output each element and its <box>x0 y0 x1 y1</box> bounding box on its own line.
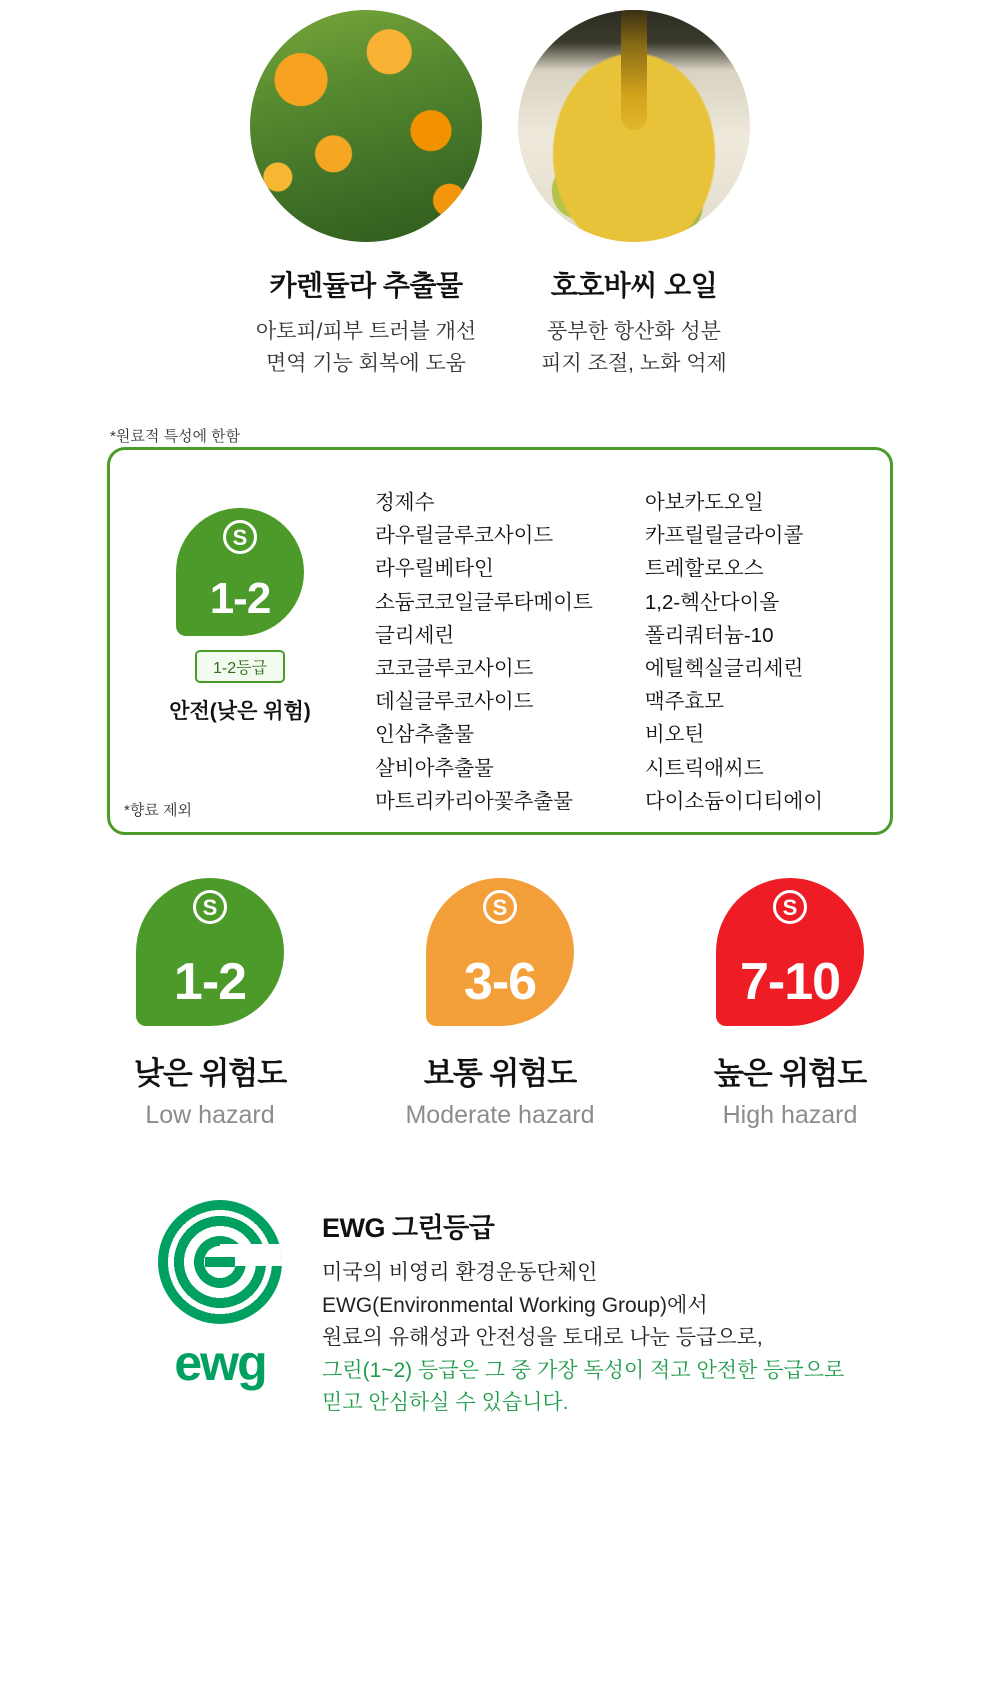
list-item: 비오틴 <box>644 723 705 747</box>
list-item: 시트릭애씨드 <box>644 756 764 780</box>
list-item: 코코글루코사이드 <box>375 657 534 681</box>
ingredient-desc-line-2: 피지 조절, 노화 억제 <box>541 351 727 375</box>
hazard-label-ko: 보통 위험도 <box>423 1056 577 1091</box>
ingredient-column-1 <box>375 486 593 818</box>
list-item: 트레할로오스 <box>644 557 764 581</box>
note-fragrance-excluded: *향료 제외 <box>124 802 192 819</box>
ewg-badge-3-6 <box>426 878 574 1026</box>
skin-deep-icon: S <box>483 890 517 924</box>
ingredient-card-calendula <box>250 10 482 379</box>
ewg-info-text <box>322 1200 844 1420</box>
list-item: 1,2-헥산다이올 <box>644 590 780 614</box>
hazard-level-row <box>0 878 1000 1130</box>
ewg-badge-1-2 <box>176 508 304 636</box>
hazard-label-en: Low hazard <box>145 1101 275 1129</box>
list-item: 데실글루코사이드 <box>375 690 534 714</box>
calendula-photo <box>250 10 482 242</box>
ewg-badge-7-10 <box>716 878 864 1026</box>
ingredient-desc-line-1: 아토피/피부 트러블 개선 <box>255 320 477 343</box>
ingredient-title: 호호바씨 오일 <box>550 270 718 301</box>
ingredient-desc-line-1: 풍부한 항산화 성분 <box>547 320 721 343</box>
calendula-flowers-image <box>250 10 482 242</box>
grade-label: 안전(낮은 위험) <box>169 700 311 723</box>
hazard-label-ko: 낮은 위험도 <box>133 1056 287 1091</box>
list-item: 글리세린 <box>375 623 455 647</box>
jojoba-oil-image <box>518 10 750 242</box>
list-item: 맥주효모 <box>644 690 725 714</box>
list-item: 소듐코코일글루타메이트 <box>375 590 593 614</box>
ingredient-column-2 <box>645 486 823 818</box>
grade-chip: 1-2등급 <box>195 650 285 683</box>
hazard-label-en: High hazard <box>722 1101 858 1129</box>
list-item: 에틸헥실글리세린 <box>644 657 804 681</box>
ingredient-photo-row <box>0 10 1000 379</box>
ewg-info-line: 미국의 비영리 환경운동단체인 <box>322 1261 598 1284</box>
ewg-badge-1-2 <box>136 878 284 1026</box>
list-item: 라우릴글루코사이드 <box>375 524 554 548</box>
ewg-logo <box>150 1200 290 1420</box>
list-item: 아보카도오일 <box>644 491 764 514</box>
note-raw-material: *원료적 특성에 한함 <box>110 428 241 445</box>
badge-score: 3-6 <box>463 953 537 1011</box>
ingredient-title: 카렌듈라 추출물 <box>269 270 463 301</box>
list-item: 카프릴릴글라이콜 <box>644 524 804 548</box>
ewg-info-line: 원료의 유해성과 안전성을 토대로 나눈 등급으로, <box>322 1326 763 1350</box>
list-item: 라우릴베타인 <box>375 557 494 581</box>
list-item: 인삼추출물 <box>375 723 475 747</box>
hazard-label-en: Moderate hazard <box>405 1101 595 1129</box>
ingredient-card-jojoba <box>518 10 750 379</box>
hazard-label-ko: 높은 위험도 <box>713 1056 867 1091</box>
jojoba-photo <box>518 10 750 242</box>
ewg-info-highlight-line: 믿고 안심하실 수 있습니다. <box>322 1391 569 1415</box>
list-item: 마트리카리아꽃추출물 <box>375 789 574 813</box>
skin-deep-icon: S <box>193 890 227 924</box>
skin-deep-icon: S <box>223 520 257 554</box>
hazard-card-low <box>95 878 325 1130</box>
ingredient-desc-line-2: 면역 기능 회복에 도움 <box>265 351 467 375</box>
hazard-card-moderate <box>385 878 615 1130</box>
hazard-card-high <box>675 878 905 1130</box>
ewg-info-highlight-line: 그린(1~2) 등급은 그 중 가장 독성이 적고 안전한 등급으로 <box>322 1358 845 1382</box>
ewg-e-icon <box>158 1200 282 1324</box>
ewg-info-line: EWG(Environmental Working Group)에서 <box>322 1293 708 1317</box>
ewg-grade-badge-group <box>140 508 340 725</box>
badge-score: 1-2 <box>209 574 271 623</box>
skin-deep-icon: S <box>773 890 807 924</box>
ewg-logo-word: ewg <box>174 1335 266 1391</box>
ewg-info-section <box>150 1200 890 1420</box>
badge-score: 7-10 <box>739 953 841 1011</box>
list-item: 폴리쿼터늄-10 <box>644 623 774 647</box>
ingredient-lists <box>375 486 823 818</box>
ewg-ingredients-box <box>107 447 893 835</box>
list-item: 정제수 <box>375 491 435 514</box>
ewg-info-title: EWG 그린등급 <box>322 1213 495 1243</box>
list-item: 다이소듐이디티에이 <box>644 789 824 813</box>
list-item: 살비아추출물 <box>375 756 494 780</box>
badge-score: 1-2 <box>173 953 247 1011</box>
